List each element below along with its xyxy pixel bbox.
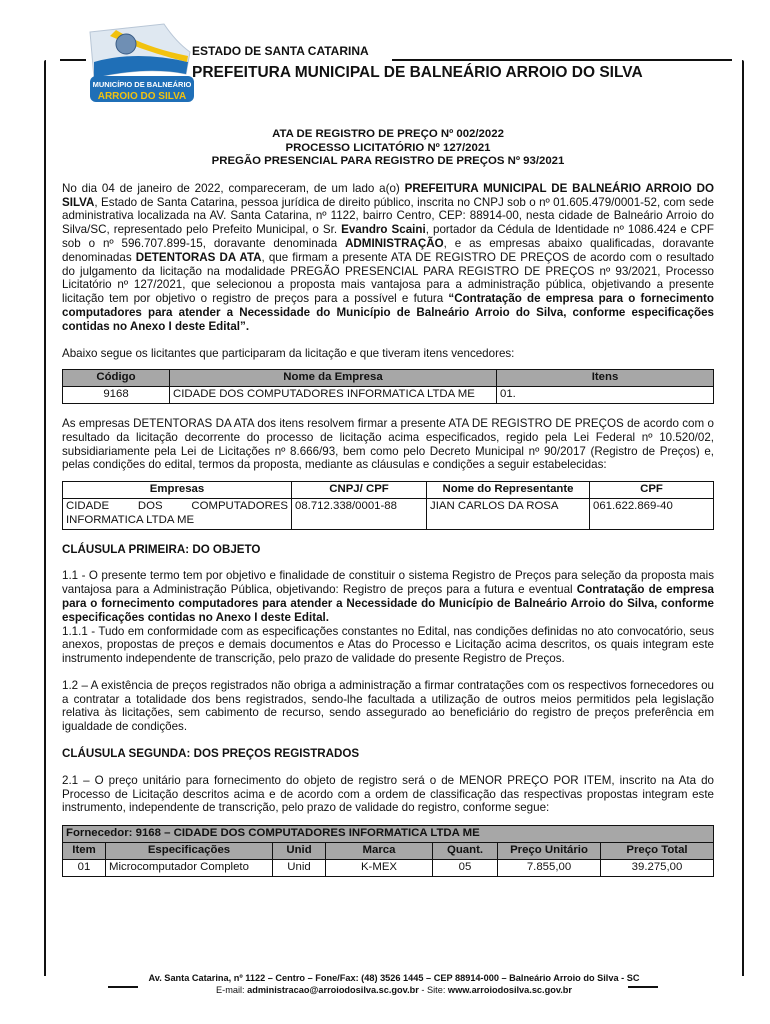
footer-email-label: E-mail: bbox=[216, 985, 248, 995]
col-quant: Quant. bbox=[433, 843, 498, 860]
cell-unid: Unid bbox=[273, 859, 326, 876]
header-state: ESTADO DE SANTA CATARINA bbox=[192, 44, 369, 58]
document-body bbox=[62, 128, 714, 877]
col-preco-total: Preço Total bbox=[601, 843, 714, 860]
cell-empresa: CIDADE DOS COMPUTADORES INFORMATICA LTDA ME bbox=[170, 387, 497, 404]
logo-text-2: ARROIO DO SILVA bbox=[97, 91, 187, 102]
intro-paragraph: No dia 04 de janeiro de 2022, compareceram, de um lado a(o) PREFEITURA MUNICIPAL DE BALNEÁRIO ARROIO DO SILVA, Estado de Santa Catarina, pessoa jurídica de direito público, inscrita no CNPJ sob o nº 01.605.479/0001-52, com sede administrativa localizada na AV. Santa Catarina, nº 1122, bairro Centro, CEP: 88914-00, nesta cidade de Balneário Arroio do Silva/SC, representado pelo Prefeito Municipal, o Sr. Evandro Scaini, portador da Cédula de Identidade nº 1086.424 e CPF sob o nº 596.707.899-15, doravante denominada ADMINISTRAÇÃO, e as empresas abaixo qualificadas, doravante denominadas DETENTORAS DA ATA, que firmam a presente ATA DE REGISTRO DE PREÇOS de acordo com o resultado do julgamento da licitação na modalidade PREGÃO PRESENCIAL PARA REGISTRO DE PREÇOS nº 93/2021, Processo Licitatório nº 127/2021, que selecionou a proposta mais vantajosa para a administração pública, objetivando a presente licitação tem por objetivo o registro de preços para a possível e futura “Contratação de empresa para o fornecimento computadores para atender a Necessidade do Município de Balneário Arroio do Silva, conforme especificações contidas no Anexo I deste Edital”. bbox=[62, 181, 715, 333]
cell-preco-unitario: 7.855,00 bbox=[498, 859, 601, 876]
title-ata: ATA DE REGISTRO DE PREÇO Nº 002/2022 bbox=[272, 128, 504, 140]
col-item: Item bbox=[63, 843, 106, 860]
page-footer bbox=[44, 972, 744, 996]
table-row bbox=[63, 387, 714, 404]
footer-site-link[interactable]: www.arroiodosilva.sc.gov.br bbox=[447, 985, 572, 995]
footer-address: Av. Santa Catarina, nº 1122 – Centro – Fone/Fax: (48) 3526 1445 – CEP 88914-000 – Balneário Arroio do Silva - SC bbox=[148, 973, 640, 983]
footer-separator: - bbox=[418, 985, 427, 995]
cell-empresa: CIDADE DOS COMPUTADORES INFORMATICA LTDA ME bbox=[63, 498, 292, 529]
col-empresa: Nome da Empresa bbox=[170, 370, 497, 387]
clausula1-title: CLÁUSULA PRIMEIRA: DO OBJETO bbox=[62, 542, 261, 556]
cell-especificacoes: Microcomputador Completo bbox=[106, 859, 273, 876]
detentoras-paragraph: As empresas DETENTORAS DA ATA dos itens resolvem firmar a presente ATA DE REGISTRO DE PREÇOS de acordo com o resultado da licitação decorrente do processo de licitação acima especificados, regido pela Lei Federal nº 10.520/02, subsidiariamente pela Lei de Licitações nº 8.666/93, bem como pelo Decreto Municipal nº 90/2017 (Registro de Preços) e, pelas condições do edital, termos da proposta, mediante as cláusulas e condições a seguir estabelecidas: bbox=[62, 416, 714, 472]
table-row bbox=[63, 498, 714, 529]
cell-representante: JIAN CARLOS DA ROSA bbox=[427, 498, 590, 529]
cell-marca: K-MEX bbox=[326, 859, 433, 876]
col-cnpj: CNPJ/ CPF bbox=[292, 482, 427, 499]
col-itens: Itens bbox=[497, 370, 714, 387]
table-row bbox=[63, 859, 714, 876]
cell-cpf: 061.622.869-40 bbox=[590, 498, 714, 529]
cell-itens: 01. bbox=[497, 387, 714, 404]
cell-codigo: 9168 bbox=[63, 387, 170, 404]
col-marca: Marca bbox=[326, 843, 433, 860]
municipality-logo bbox=[86, 22, 196, 104]
header-rule-right bbox=[392, 59, 732, 61]
header-rule-left bbox=[60, 59, 86, 61]
page-frame-left bbox=[44, 60, 46, 976]
logo-text-1: MUNICÍPIO DE BALNEÁRIO bbox=[92, 80, 192, 89]
licitantes-intro: Abaixo segue os licitantes que participaram da licitação e que tiveram itens vencedores: bbox=[62, 346, 515, 360]
cell-cnpj: 08.712.338/0001-88 bbox=[292, 498, 427, 529]
footer-site-label: Site: bbox=[426, 985, 448, 995]
footer-email-link[interactable]: administracao@arroiodosilva.sc.gov.br bbox=[247, 985, 419, 995]
document-titles bbox=[62, 128, 714, 169]
cell-quant: 05 bbox=[433, 859, 498, 876]
licitantes-table bbox=[62, 369, 714, 404]
col-unid: Unid bbox=[273, 843, 326, 860]
empresas-table bbox=[62, 481, 714, 529]
footer-contact bbox=[44, 984, 744, 996]
fornecedor-caption: Fornecedor: 9168 – CIDADE DOS COMPUTADORES INFORMATICA LTDA ME bbox=[63, 826, 714, 843]
clausula1-p1: 1.1 - O presente termo tem por objetivo e finalidade de constituir o sistema Registro de Preços para seleção da proposta mais vantajosa para a Administração Pública, objetivando: Registro de preços para a futura e eventual Contratação de empresa para o fornecimento computadores para atender a Necessidade do Município de Balneário Arroio do Silva, conforme especificações contidas no Anexo I deste Edital. bbox=[62, 569, 714, 624]
clausula2-title: CLÁUSULA SEGUNDA: DOS PREÇOS REGISTRADOS bbox=[62, 747, 360, 761]
clausula1-p2: 1.1.1 - Tudo em conformidade com as especificações constantes no Edital, nas condições definidas no ato convocatório, seus anexos, propostas de preços e demais documentos e Atas do Processo e Licitação acima descritos, os quais integram este instrumento independente de transcrição, pelo prazo de validade do presente Registro de Preços. bbox=[62, 624, 714, 666]
col-empresas: Empresas bbox=[63, 482, 292, 499]
fornecedor-table bbox=[62, 825, 714, 876]
title-processo: PROCESSO LICITATÓRIO Nº 127/2021 bbox=[285, 141, 491, 154]
clausula1-p3: 1.2 – A existência de preços registrados não obriga a administração a firmar contratações com os respectivos fornecedores ou a contratar a totalidade dos bens registrados, sendo-lhe facultada a utilização de outros meios permitidos pela legislação relativa às licitações, sem cabimento de recurso, sendo assegurado ao beneficiário do registro de preços preferência em igualdade de condições. bbox=[62, 678, 714, 734]
col-cpf: CPF bbox=[590, 482, 714, 499]
header-prefeitura: PREFEITURA MUNICIPAL DE BALNEÁRIO ARROIO DO SILVA bbox=[192, 64, 643, 81]
col-representante: Nome do Representante bbox=[427, 482, 590, 499]
cell-preco-total: 39.275,00 bbox=[601, 859, 714, 876]
cell-item: 01 bbox=[63, 859, 106, 876]
page-frame-right bbox=[742, 60, 744, 976]
title-pregao: PREGÃO PRESENCIAL PARA REGISTRO DE PREÇOS Nº 93/2021 bbox=[211, 155, 565, 168]
col-codigo: Código bbox=[63, 370, 170, 387]
clausula2-p1: 2.1 – O preço unitário para fornecimento do objeto de registro será o de MENOR PREÇO POR ITEM, inscrito na Ata do Processo de Licitação descritos acima e de acordo com a ordem de classificação das respectivas propostas integram este instrumento, independente de transcrição, pelo prazo de validade do registro, conforme segue: bbox=[62, 773, 714, 815]
col-especificacoes: Especificações bbox=[106, 843, 273, 860]
col-preco-unitario: Preço Unitário bbox=[498, 843, 601, 860]
